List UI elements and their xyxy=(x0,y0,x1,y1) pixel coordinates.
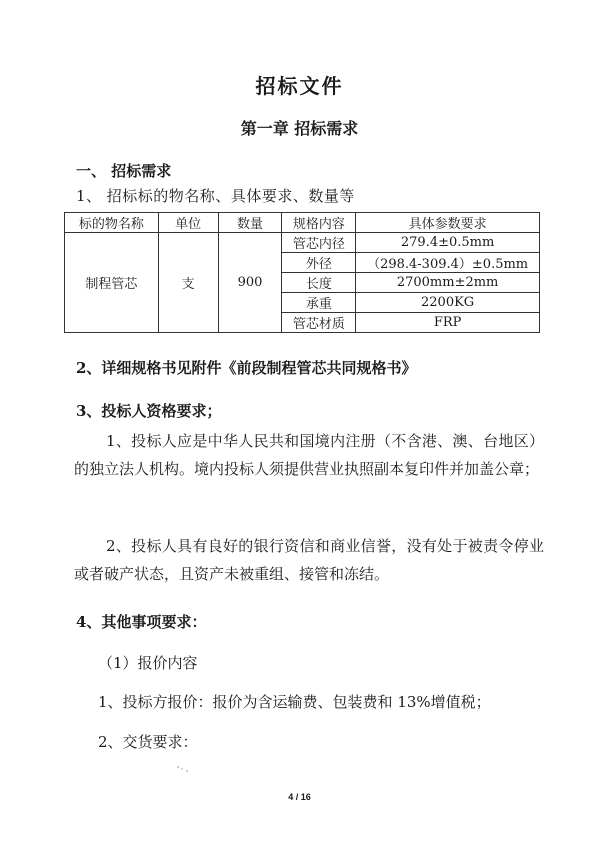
spec-cell: 承重 xyxy=(282,293,356,313)
value-cell: 2700mm±2mm xyxy=(356,273,540,293)
section1-heading: 一、 招标需求 xyxy=(76,162,172,180)
value-cell: FRP xyxy=(356,313,540,333)
table-header-cell: 标的物名称 xyxy=(65,213,159,233)
table-row xyxy=(65,233,540,253)
spec-cell: 管芯内径 xyxy=(282,233,356,253)
table-header-cell: 数量 xyxy=(218,213,282,233)
section1-subheading: 1、 招标标的物名称、具体要求、数量等 xyxy=(76,187,355,205)
table-header-cell: 规格内容 xyxy=(282,213,356,233)
table-header-row xyxy=(65,213,540,233)
document-title: 招标文件 xyxy=(255,74,344,98)
section4-heading: 4、其他事项要求： xyxy=(76,613,207,631)
section2-text: 2、详细规格书见附件《前段制程管芯共同规格书》 xyxy=(76,359,417,377)
item-name-cell: 制程管芯 xyxy=(65,233,159,333)
section4-item-delivery: 2、交货要求： xyxy=(98,733,198,751)
value-cell: 2200KG xyxy=(356,293,540,313)
scan-speck-mark xyxy=(176,765,190,773)
spec-cell: 外径 xyxy=(282,253,356,273)
table-header-cell: 具体参数要求 xyxy=(356,213,540,233)
section4-item-quote-content: （1）报价内容 xyxy=(98,654,198,672)
table-header-cell: 单位 xyxy=(158,213,218,233)
quantity-cell: 900 xyxy=(218,233,282,333)
requirements-table xyxy=(64,212,540,333)
section4-item-bid-price: 1、投标方报价：报价为含运输费、包装费和 13%增值税； xyxy=(98,693,491,711)
section3-paragraph-1: 1、投标人应是中华人民共和国境内注册（不含港、澳、台地区）的独立法人机构。境内投标人须提供营业执照副本复印件并加盖公章； xyxy=(74,432,544,478)
section3-heading: 3、投标人资格要求； xyxy=(76,402,222,420)
value-cell: 279.4±0.5mm xyxy=(356,233,540,253)
unit-cell: 支 xyxy=(158,233,218,333)
spec-cell: 管芯材质 xyxy=(282,313,356,333)
value-cell: （298.4-309.4）±0.5mm xyxy=(356,253,540,273)
section3-paragraph-2: 2、投标人具有良好的银行资信和商业信誉，没有处于被责令停业或者破产状态，且资产未被重组、接管和冻结。 xyxy=(74,537,544,583)
spec-cell: 长度 xyxy=(282,273,356,293)
page-number: 4 / 16 xyxy=(288,792,311,802)
chapter-title: 第一章 招标需求 xyxy=(240,119,359,138)
